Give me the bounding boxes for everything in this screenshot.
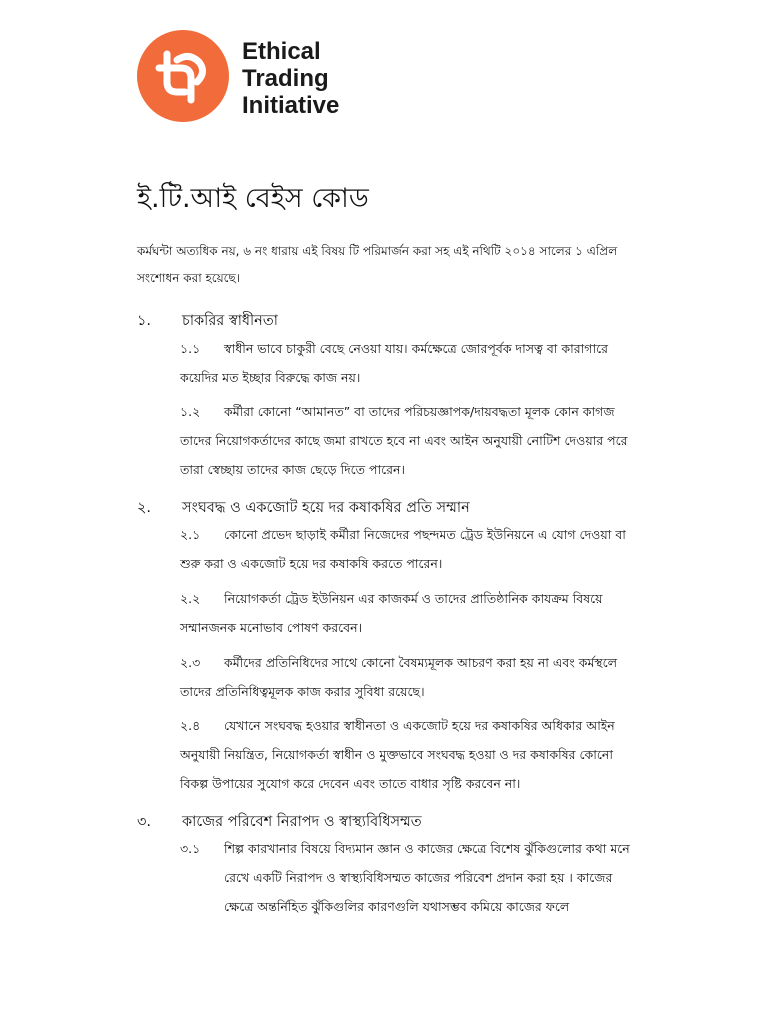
paragraph-number: ২.৪ — [180, 718, 201, 733]
paragraph-number: ১.২ — [180, 404, 201, 419]
paragraph-2-1 — [180, 520, 632, 578]
paragraph-1-2 — [180, 397, 632, 484]
logo-line-2: Trading — [242, 65, 329, 92]
paragraph-number: ২.১ — [180, 527, 201, 542]
paragraph-number: ৩.১ — [180, 841, 201, 856]
section-title: চাকরির স্বাধীনতা — [182, 313, 278, 329]
paragraph-2-4 — [180, 711, 632, 798]
logo-line-1: Ethical — [242, 38, 321, 65]
logo-line-3: Initiative — [242, 92, 340, 119]
paragraph-number: ২.৩ — [180, 655, 201, 670]
section-title: কাজের পরিবেশ নিরাপদ ও স্বাস্থ্যবিধিসম্মত — [182, 814, 422, 830]
section-title: সংঘবদ্ধ ও একজোট হয়ে দর কষাকষির প্রতি সম্মান — [182, 500, 470, 516]
paragraph-3-1 — [180, 834, 632, 921]
paragraph-text: শিল্প কারখানার বিষয়ে বিদ্যমান জ্ঞান ও কাজের ক্ষেত্রে বিশেষ ঝুঁকিগুলোর কথা মনে রেখে একটি নিরাপদ ও স্বাস্থ্যবিধিসম্মত কাজের পরিবেশ প্রদান করা হয় । কাজের ক্ষেত্রে অন্তর্নিহিত ঝুঁকিগুলির কারণগুলি যথাসম্ভব কমিয়ে কাজের ফলে — [224, 841, 630, 914]
paragraph-text: যেখানে সংঘবদ্ধ হওয়ার স্বাধীনতা ও একজোট হয়ে দর কষাকষির অধিকার আইন অনুযায়ী নিয়ন্ত্রিত, নিয়োগকর্তা স্বাধীন ও মুক্তভাবে সংঘবদ্ধ হওয়া ও দর কষাকষির কোনো বিকল্প উপায়ের সুযোগ করে দেবেন এবং তাতে বাধার সৃষ্টি করবেন না। — [180, 718, 615, 791]
paragraph-number: ১.১ — [180, 341, 201, 356]
eti-logo — [137, 30, 367, 125]
paragraph-2-3 — [180, 648, 632, 706]
paragraph-text: কোনো প্রভেদ ছাড়াই কর্মীরা নিজেদের পছন্দমত ট্রেড ইউনিয়নে এ যোগ দেওয়া বা শুরু করা ও একজোট হয়ে দর কষাকষি করতে পারেন। — [180, 527, 626, 571]
paragraph-text: কর্মীরা কোনো “আমানত” বা তাদের পরিচয়জ্ঞাপক/দায়বদ্ধতা মূলক কোন কাগজ তাদের নিয়োগকর্তাদের কাছে জমা রাখতে হবে না এবং আইন অনুযায়ী নোটিশ দেওয়ার পরে তারা স্বেচ্ছায় তাদের কাজ ছেড়ে দিতে পারেন। — [180, 404, 628, 477]
intro-paragraph: কর্মঘন্টা অত্যধিক নয়, ৬ নং ধারায় এই বিষয় টি পরিমার্জন করা সহ এই নথিটি ২০১৪ সালের ১ এপ্রিল সংশোধন করা হয়েছে। — [137, 244, 618, 285]
section-number: ১. — [137, 313, 152, 329]
paragraph-2-2 — [180, 584, 632, 642]
document-title: ই.টি.আই বেইস কোড — [137, 183, 369, 214]
paragraph-text: নিয়োগকর্তা ট্রেড ইউনিয়ন এর কাজকর্ম ও তাদের প্রাতিষ্ঠানিক কাযক্রম বিষয়ে সম্মানজনক মনোভাব পোষণ করবেন। — [180, 591, 603, 635]
paragraph-text: স্বাধীন ভাবে চাকুরী বেছে নেওয়া যায়। কর্মক্ষেত্রে জোরপূর্বক দাসত্ব বা কারাগারে কয়েদির মত ইচ্ছার বিরুদ্ধে কাজ নয়। — [180, 341, 608, 385]
paragraph-1-1 — [180, 334, 632, 392]
logo-wordmark — [242, 38, 339, 119]
eti-logo-icon — [137, 30, 229, 122]
section-number: ৩. — [137, 814, 152, 830]
paragraph-number: ২.২ — [180, 591, 201, 606]
section-number: ২. — [137, 500, 152, 516]
paragraph-text: কর্মীদের প্রতিনিধিদের সাথে কোনো বৈষম্যমূলক আচরণ করা হয় না এবং কর্মস্থলে তাদের প্রতিনিধিত্বমূলক কাজ করার সুবিধা রয়েছে। — [180, 655, 618, 699]
